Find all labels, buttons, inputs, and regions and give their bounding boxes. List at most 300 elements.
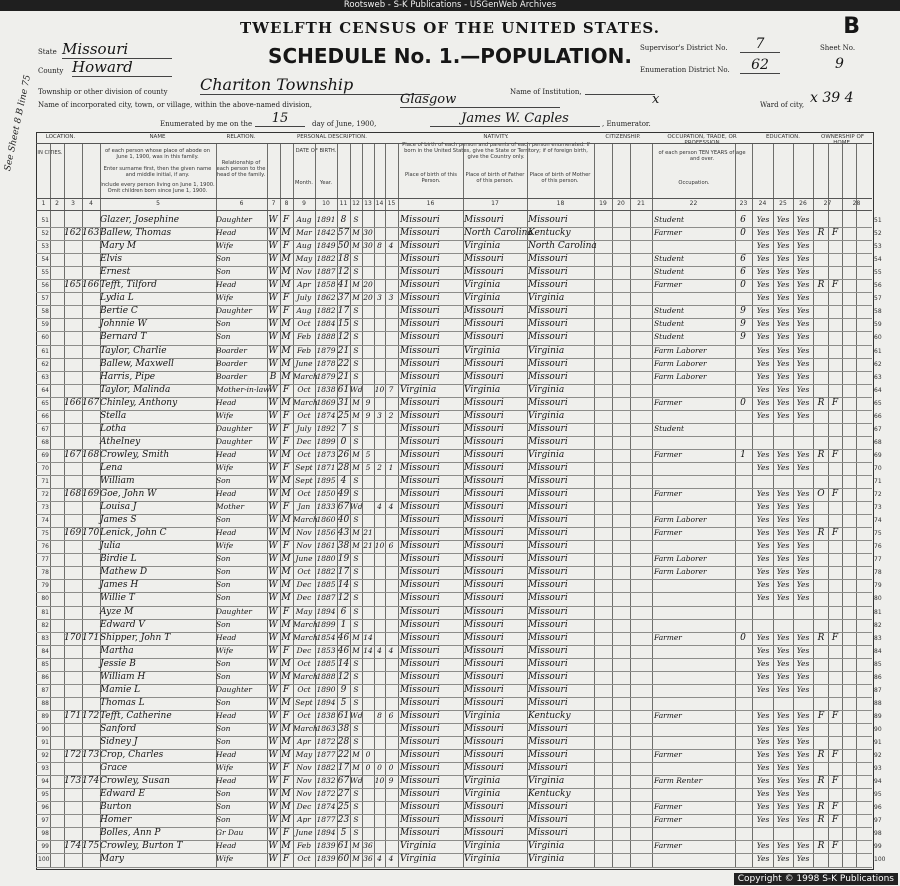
cell-ch: 10 <box>374 776 385 786</box>
cell-rel: Wife <box>216 293 234 303</box>
enumeration-district-label: Enumeration District No. <box>640 66 730 74</box>
line-number: 76 <box>41 543 49 551</box>
cell-occ: Farmer <box>654 528 682 538</box>
cell-age: 46 <box>337 645 350 656</box>
column-number: 3 <box>71 200 75 207</box>
group-nativity: NATIVITY. <box>483 134 509 140</box>
cell-bm: Missouri <box>528 632 568 643</box>
cell-age: 28 <box>337 737 350 747</box>
cell-month: July <box>296 293 312 303</box>
cell-month: Mar <box>296 228 312 238</box>
cell-mar: S <box>353 815 359 825</box>
cell-col: W <box>268 397 278 408</box>
cell-e: Yes <box>796 371 810 381</box>
cell-w: Yes <box>776 371 790 381</box>
line-number-right: 86 <box>874 673 882 681</box>
cell-e: Yes <box>796 593 810 603</box>
cell-rel: Wife <box>216 410 234 420</box>
line-number-right: 96 <box>874 804 882 812</box>
column-number: 1 <box>41 200 46 207</box>
cell-month: Oct <box>297 684 311 694</box>
cell-bf: Virginia <box>464 710 501 721</box>
cell-occ: Student <box>654 319 685 329</box>
cell-mar: S <box>353 619 359 629</box>
line-number: 85 <box>41 660 49 668</box>
cell-e: Yes <box>796 384 810 394</box>
row-rule <box>36 867 872 868</box>
cell-rel: Wife <box>216 462 234 472</box>
cell-col: W <box>268 737 278 747</box>
cell-bp: Missouri <box>400 319 440 330</box>
cell-cl: 3 <box>388 293 394 303</box>
cell-r: Yes <box>756 554 770 564</box>
column-number: 5 <box>156 200 160 207</box>
header-name-note-3: Include every person living on June 1, 1900. Omit children born since June 1, 1900. <box>100 182 215 194</box>
cell-bm: Missouri <box>528 828 568 839</box>
cell-age: 12 <box>337 593 350 604</box>
group-education: EDUCATION. <box>765 134 801 140</box>
cell-bp: Missouri <box>400 710 440 721</box>
column-number: 6 <box>239 200 244 207</box>
cell-occ: Farmer <box>654 815 682 825</box>
cell-sex: M <box>281 319 291 330</box>
column-divider <box>612 143 613 868</box>
cell-e: Yes <box>796 802 810 812</box>
township-label: Township or other division of county <box>38 88 168 96</box>
cell-fm: F <box>831 632 839 643</box>
cell-rel: Head <box>216 528 237 538</box>
cell-e: Yes <box>796 306 810 316</box>
cell-month: Aug <box>296 215 312 224</box>
cell-dw: 171 <box>64 710 82 721</box>
cell-bp: Missouri <box>400 541 440 552</box>
cell-occ: Farm Renter <box>654 776 703 786</box>
cell-col: W <box>268 319 278 330</box>
cell-mar: S <box>353 723 359 733</box>
cell-month: Aug <box>296 306 312 316</box>
line-number-right: 93 <box>874 765 882 773</box>
cell-col: W <box>268 763 278 774</box>
cell-r: Yes <box>756 567 770 577</box>
cell-mar: M <box>352 528 360 538</box>
cell-age: 21 <box>337 345 350 356</box>
cell-bm: Missouri <box>528 397 568 408</box>
cell-r: Yes <box>756 684 770 694</box>
cell-sex: F <box>282 645 290 656</box>
enumerated-label: Enumerated by me on the <box>160 120 253 128</box>
cell-month: Sept <box>295 476 313 485</box>
cell-year: 1872 <box>316 737 336 746</box>
cell-year: 1874 <box>316 410 336 420</box>
cell-mo: 0 <box>740 280 746 291</box>
cell-w: Yes <box>776 280 790 290</box>
cell-bp: Missouri <box>400 267 440 278</box>
cell-age: 37 <box>337 293 350 304</box>
cell-dw: 167 <box>64 449 82 460</box>
enumerated-day: 15 <box>255 111 305 127</box>
line-number: 95 <box>41 791 49 799</box>
cell-w: Yes <box>776 332 790 342</box>
cell-bf: Missouri <box>464 502 504 513</box>
cell-bp: Missouri <box>400 345 440 356</box>
cell-mar: M <box>352 645 360 655</box>
cell-w: Yes <box>776 802 790 812</box>
institution-blank <box>585 86 655 95</box>
cell-age: 46 <box>337 632 350 643</box>
line-number-right: 89 <box>874 712 882 720</box>
cell-e: Yes <box>796 645 810 655</box>
ward-label: Ward of city, <box>760 101 805 109</box>
cell-e: Yes <box>796 228 810 238</box>
line-number-right: 85 <box>874 660 882 668</box>
cell-age: 12 <box>337 671 350 682</box>
cell-r: Yes <box>756 593 770 603</box>
cell-occ: Farm Laborer <box>654 345 707 355</box>
cell-dw: 162 <box>64 228 82 239</box>
cell-rel: Wife <box>216 241 234 251</box>
cell-col: W <box>268 528 278 539</box>
cell-rel: Head <box>216 280 237 290</box>
cell-bf: Virginia <box>464 841 501 852</box>
cell-year: 1878 <box>316 358 336 368</box>
cell-bm: Virginia <box>528 449 565 460</box>
cell-ch: 8 <box>377 241 382 251</box>
cell-sex: M <box>281 750 291 761</box>
cell-age: 22 <box>337 358 350 369</box>
cell-mar: S <box>353 828 359 838</box>
cell-dw: 172 <box>64 750 82 761</box>
cell-name: Crowley, Burton T <box>100 841 183 852</box>
column-number: 12 <box>352 200 360 207</box>
column-number: 14 <box>375 200 384 207</box>
cell-bp: Missouri <box>400 671 440 682</box>
line-number: 59 <box>41 321 49 329</box>
cell-month: March <box>293 619 318 629</box>
line-number-right: 61 <box>874 347 882 355</box>
line-number: 78 <box>41 569 49 577</box>
cell-year: 1885 <box>316 580 336 590</box>
cell-mar: S <box>353 423 359 433</box>
line-number-right: 65 <box>874 399 882 407</box>
cell-bm: Missouri <box>528 580 568 591</box>
cell-sex: F <box>282 215 290 225</box>
cell-year: 1862 <box>316 293 336 303</box>
cell-bf: Missouri <box>464 528 504 539</box>
cell-bf: Missouri <box>464 462 504 473</box>
cell-age: 25 <box>337 802 350 813</box>
cell-rel: Daughter <box>216 306 252 316</box>
cell-dw: 166 <box>64 397 82 408</box>
cell-w: Yes <box>776 593 790 603</box>
cell-bf: Missouri <box>464 436 504 447</box>
cell-e: Yes <box>796 254 810 264</box>
cell-w: Yes <box>776 489 790 499</box>
cell-mo: 6 <box>740 267 746 278</box>
cell-age: 12 <box>337 267 350 278</box>
cell-w: Yes <box>776 502 790 512</box>
cell-bf: Missouri <box>464 358 504 369</box>
cell-e: Yes <box>796 723 810 733</box>
line-number-right: 53 <box>874 243 882 251</box>
cell-col: W <box>268 228 278 239</box>
cell-r: Yes <box>756 319 770 329</box>
cell-r: Yes <box>756 358 770 368</box>
cell-bm: Kentucky <box>528 228 571 239</box>
cell-rel: Son <box>216 619 231 629</box>
column-number: 17 <box>491 200 499 207</box>
cell-mar: S <box>353 267 359 277</box>
cell-sex: F <box>282 241 290 252</box>
header-month: Month. <box>295 180 313 186</box>
cell-bp: Missouri <box>400 502 440 513</box>
cell-col: W <box>268 580 278 591</box>
cell-rel: Head <box>216 750 237 760</box>
cell-w: Yes <box>776 293 790 303</box>
cell-e: Yes <box>796 489 810 499</box>
cell-fm: F <box>831 397 839 408</box>
cell-bm: Missouri <box>528 319 568 330</box>
header-nativity-note: Place of birth of each person and parents of each person enumerated. If born in the United States, give the State or Territory; if of foreign birth, give the Country only. <box>402 142 590 160</box>
cell-bf: Missouri <box>464 476 504 486</box>
cell-fam: 170 <box>82 528 100 539</box>
cell-fam: 166 <box>82 280 100 291</box>
cell-col: W <box>268 410 278 421</box>
cell-mo: 1 <box>740 449 746 460</box>
cell-age: 38 <box>337 723 350 734</box>
cell-fm: F <box>831 228 839 239</box>
cell-month: March <box>293 515 318 525</box>
cell-w: Yes <box>776 358 790 368</box>
cell-r: Yes <box>756 410 770 420</box>
cell-year: 1882 <box>316 254 336 264</box>
cell-ym: 36 <box>363 841 373 851</box>
cell-month: Aug <box>296 241 312 251</box>
cell-rel: Head <box>216 449 237 459</box>
cell-month: Sept <box>295 462 313 472</box>
cell-r: Yes <box>756 267 770 277</box>
cell-sex: M <box>281 332 291 343</box>
cell-month: Oct <box>297 384 311 394</box>
cell-e: Yes <box>796 737 810 746</box>
cell-e: Yes <box>796 280 810 290</box>
cell-occ: Farm Laborer <box>654 515 707 525</box>
cell-bf: Missouri <box>464 684 504 695</box>
cell-month: Apr <box>297 280 311 290</box>
cell-sex: F <box>282 541 290 552</box>
cell-mar: S <box>353 436 359 446</box>
cell-year: 1854 <box>316 632 336 642</box>
cell-col: W <box>268 554 278 565</box>
cell-bm: Virginia <box>528 841 565 852</box>
line-number-right: 59 <box>874 321 882 329</box>
cell-sex: M <box>281 580 291 591</box>
cell-r: Yes <box>756 737 770 746</box>
cell-col: W <box>268 802 278 813</box>
cell-year: 1895 <box>316 476 336 485</box>
x-mark: x <box>652 92 660 107</box>
incorporated-value: Glasgow <box>400 92 560 108</box>
cell-name: Taylor, Malinda <box>100 384 171 395</box>
cell-month: Nov <box>296 789 312 799</box>
cell-sex: F <box>282 776 290 787</box>
cell-own: R <box>817 449 825 460</box>
cell-year: 1880 <box>316 554 336 564</box>
cell-own: R <box>817 815 825 826</box>
cell-e: Yes <box>796 567 810 577</box>
cell-mar: M <box>352 841 360 851</box>
cell-occ: Farmer <box>654 228 682 238</box>
cell-occ: Farmer <box>654 710 682 720</box>
cell-year: 1872 <box>316 789 336 799</box>
cell-month: Oct <box>297 658 311 668</box>
cell-bp: Missouri <box>400 410 440 421</box>
cell-bp: Missouri <box>400 397 440 408</box>
cell-year: 1884 <box>316 319 336 329</box>
cell-name: Edward E <box>100 789 145 800</box>
cell-sex: F <box>282 423 290 434</box>
cell-mar: S <box>353 580 359 590</box>
cell-bp: Missouri <box>400 215 440 225</box>
cell-sex: M <box>281 397 291 408</box>
cell-col: W <box>268 515 278 526</box>
cell-bf: Missouri <box>464 632 504 643</box>
cell-occ: Farmer <box>654 489 682 499</box>
cell-col: W <box>268 384 278 395</box>
line-number: 88 <box>41 699 49 707</box>
cell-ym: 5 <box>365 449 371 459</box>
cell-year: 1882 <box>316 306 336 316</box>
cell-bm: Missouri <box>528 723 568 734</box>
cell-age: 43 <box>337 528 350 539</box>
cell-month: Apr <box>297 815 311 825</box>
cell-name: Birdie L <box>100 554 137 565</box>
cell-year: 1853 <box>316 645 336 655</box>
cell-mo: 6 <box>740 254 746 265</box>
cell-age: 40 <box>337 515 350 526</box>
line-number: 69 <box>41 451 49 459</box>
column-number: 27 <box>823 200 832 207</box>
cell-col: W <box>268 723 278 734</box>
column-divider <box>842 143 843 868</box>
column-number: 9 <box>302 200 306 207</box>
cell-rel: Boarder <box>216 358 247 368</box>
cell-month: March <box>293 397 318 407</box>
cell-bf: Missouri <box>464 658 504 669</box>
cell-month: July <box>296 423 312 433</box>
column-number: 7 <box>271 200 276 207</box>
cell-mar: S <box>353 254 359 264</box>
cell-year: 1877 <box>316 815 336 825</box>
cell-year: 1860 <box>316 515 336 525</box>
cell-age: 67 <box>337 502 350 513</box>
cell-col: W <box>268 815 278 826</box>
cell-ch: 4 <box>377 502 382 512</box>
cell-e: Yes <box>796 358 810 368</box>
cell-bp: Missouri <box>400 593 440 604</box>
cell-occ: Farmer <box>654 280 682 290</box>
cell-bp: Missouri <box>400 684 440 695</box>
cell-rel: Head <box>216 632 237 642</box>
cell-sex: M <box>281 554 291 565</box>
cell-bp: Missouri <box>400 789 440 800</box>
cell-name: Edward V <box>100 619 145 630</box>
cell-bm: Missouri <box>528 593 568 604</box>
cell-r: Yes <box>756 241 770 251</box>
line-number: 62 <box>41 360 49 368</box>
cell-w: Yes <box>776 750 790 760</box>
cell-e: Yes <box>796 750 810 760</box>
cell-age: 22 <box>337 750 350 761</box>
cell-w: Yes <box>776 319 790 329</box>
cell-rel: Son <box>216 593 231 603</box>
cell-rel: Son <box>216 737 231 746</box>
group-location: LOCATION. <box>45 134 76 140</box>
cell-bf: Missouri <box>464 723 504 734</box>
column-divider <box>50 143 51 868</box>
cell-r: Yes <box>756 841 770 851</box>
cell-e: Yes <box>796 841 810 851</box>
cell-year: 1838 <box>316 384 336 394</box>
cell-own: R <box>817 528 825 539</box>
cell-age: 61 <box>337 710 350 721</box>
header-birth-father: Place of birth of Father of this person. <box>465 172 525 184</box>
cell-month: Feb <box>296 332 312 342</box>
cell-year: 1832 <box>316 776 336 786</box>
cell-rel: Son <box>216 267 231 277</box>
cell-name: Mary M <box>100 241 137 252</box>
cell-col: W <box>268 345 278 356</box>
cell-e: Yes <box>796 267 810 277</box>
cell-w: Yes <box>776 815 790 825</box>
cell-fam: 169 <box>82 489 100 500</box>
cell-fm: F <box>831 802 839 813</box>
cell-own: R <box>817 280 825 291</box>
cell-rel: Son <box>216 697 231 707</box>
cell-name: Goe, John W <box>100 489 157 500</box>
enumerator-name: James W. Caples <box>430 111 600 127</box>
cell-col: W <box>268 476 278 486</box>
cell-bp: Missouri <box>400 228 440 239</box>
cell-rel: Boarder <box>216 371 247 381</box>
cell-sex: M <box>281 789 291 800</box>
line-number-right: 56 <box>874 282 882 290</box>
cell-bf: Missouri <box>464 541 504 552</box>
cell-name: Crowley, Smith <box>100 449 170 460</box>
cell-year: 1838 <box>316 710 336 720</box>
cell-mar: S <box>353 371 359 381</box>
cell-fm: F <box>831 815 839 826</box>
column-number: 26 <box>799 200 807 207</box>
cell-bf: North Carolina <box>464 228 533 239</box>
enumerator-label: , Enumerator. <box>602 120 651 128</box>
cell-bm: Missouri <box>528 606 568 617</box>
cell-month: Feb <box>296 345 312 355</box>
cell-sex: F <box>282 384 290 395</box>
cell-name: Elvis <box>100 254 123 265</box>
cell-age: 57 <box>337 228 350 239</box>
cell-rel: Head <box>216 228 237 238</box>
cell-mar: M <box>352 750 360 760</box>
cell-mo: 9 <box>740 319 746 330</box>
cell-year: 1891 <box>316 215 336 224</box>
cell-ch: 3 <box>377 293 382 303</box>
cell-month: Oct <box>297 410 311 420</box>
line-number-right: 80 <box>874 595 882 603</box>
cell-name: Glazer, Josephine <box>100 215 180 225</box>
cell-col: W <box>268 489 278 500</box>
cell-e: Yes <box>796 815 810 825</box>
cell-bp: Missouri <box>400 737 440 747</box>
